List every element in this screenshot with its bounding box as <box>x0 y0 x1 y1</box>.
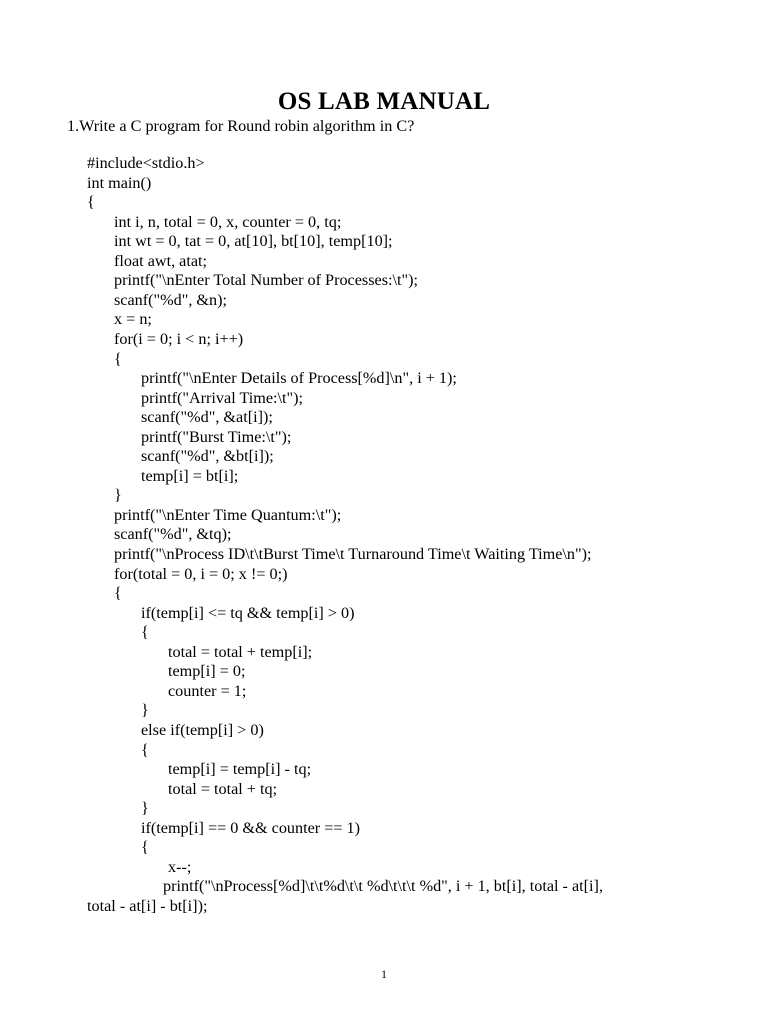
code-line: scanf("%d", &at[i]); <box>141 408 273 426</box>
code-line: float awt, atat; <box>114 252 208 270</box>
code-line: temp[i] = 0; <box>168 662 246 680</box>
code-line: else if(temp[i] > 0) <box>141 721 264 739</box>
code-line: } <box>141 701 149 719</box>
code-line: } <box>141 799 149 817</box>
code-line: int wt = 0, tat = 0, at[10], bt[10], temp[10]; <box>114 232 393 250</box>
code-line: temp[i] = bt[i]; <box>141 467 239 485</box>
code-line: { <box>114 350 122 368</box>
code-line: printf("Arrival Time:\t"); <box>141 389 304 407</box>
code-line: total = total + temp[i]; <box>168 643 313 661</box>
code-line: printf("\nEnter Time Quantum:\t"); <box>114 506 342 524</box>
code-line: x = n; <box>114 310 152 328</box>
code-line: { <box>141 838 149 856</box>
code-line: scanf("%d", &n); <box>114 291 228 309</box>
code-line: printf("\nProcess[%d]\t\t%d\t\t %d\t\t\t %d", i + 1, bt[i], total - at[i], <box>163 877 603 895</box>
code-line: for(total = 0, i = 0; x != 0;) <box>114 565 288 583</box>
code-line: scanf("%d", &tq); <box>114 525 232 543</box>
code-line: for(i = 0; i < n; i++) <box>114 330 244 348</box>
question-text: 1.Write a C program for Round robin algorithm in C? <box>67 117 415 135</box>
code-line: printf("\nProcess ID\t\tBurst Time\t Turnaround Time\t Waiting Time\n"); <box>114 545 592 563</box>
code-line: counter = 1; <box>168 682 247 700</box>
code-line: } <box>114 486 122 504</box>
code-line: printf("\nEnter Total Number of Processes:\t"); <box>114 271 418 289</box>
code-line: { <box>141 623 149 641</box>
page-number: 1 <box>381 967 387 981</box>
code-line: { <box>87 193 95 211</box>
code-line: #include<stdio.h> <box>87 154 205 172</box>
code-line: x--; <box>168 858 192 876</box>
code-line: total - at[i] - bt[i]); <box>87 897 208 915</box>
code-line: { <box>141 741 149 759</box>
code-line: printf("\nEnter Details of Process[%d]\n", i + 1); <box>141 369 457 387</box>
code-line: if(temp[i] <= tq && temp[i] > 0) <box>141 604 355 622</box>
code-line: scanf("%d", &bt[i]); <box>141 447 274 465</box>
code-line: printf("Burst Time:\t"); <box>141 428 292 446</box>
code-line: int main() <box>87 174 152 192</box>
code-line: { <box>114 584 122 602</box>
code-line: temp[i] = temp[i] - tq; <box>168 760 312 778</box>
code-line: int i, n, total = 0, x, counter = 0, tq; <box>114 213 342 231</box>
code-line: if(temp[i] == 0 && counter == 1) <box>141 819 361 837</box>
code-line: total = total + tq; <box>168 780 278 798</box>
page-title: OS LAB MANUAL <box>277 88 491 115</box>
